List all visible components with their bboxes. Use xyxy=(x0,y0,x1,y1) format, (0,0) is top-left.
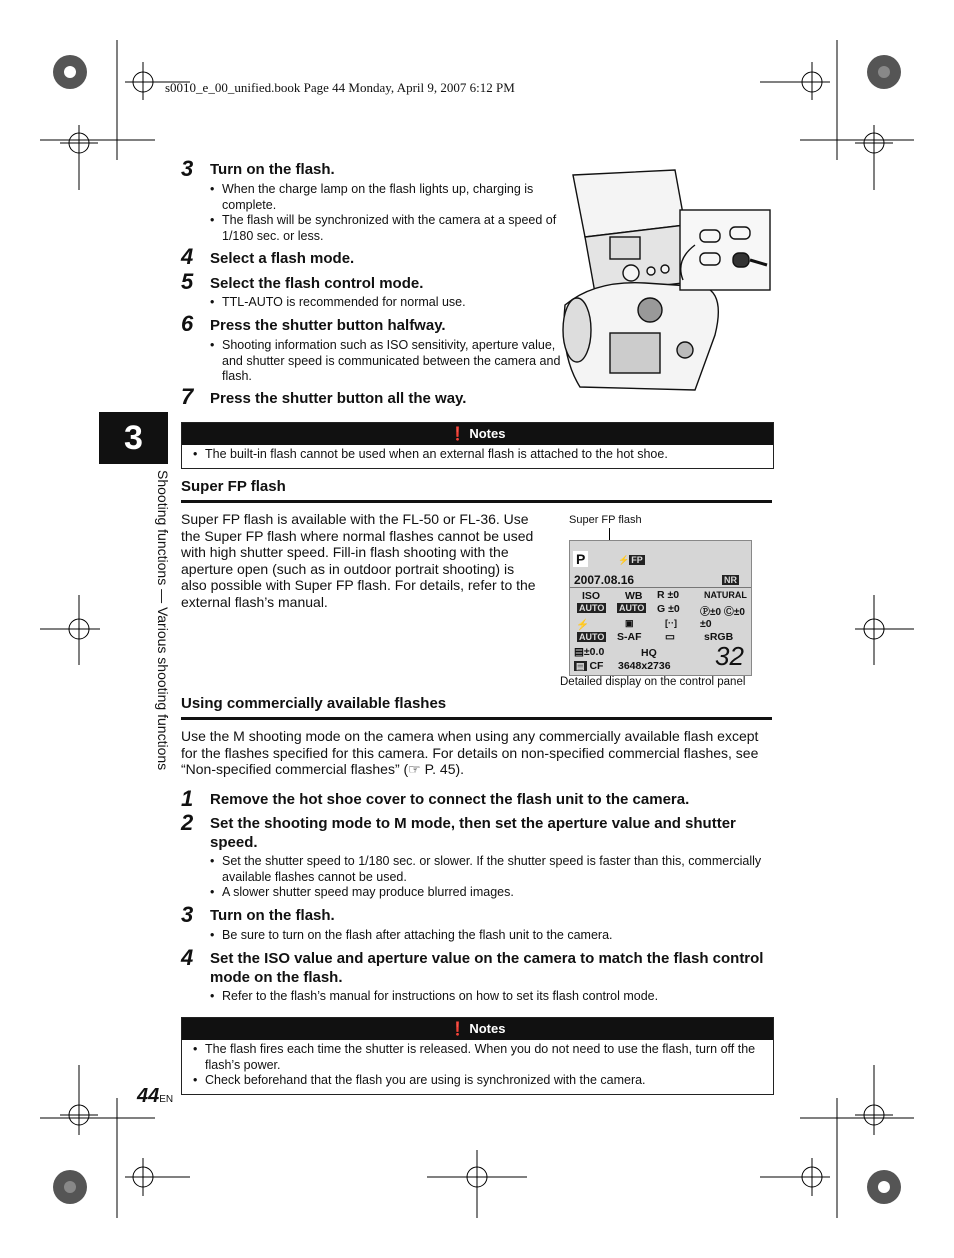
step-number: 2 xyxy=(181,810,194,835)
chapter-tab: 3 xyxy=(99,412,168,464)
bullet-item: • A slower shutter speed may produce blurred images. xyxy=(210,885,762,901)
flash-value: AUTO xyxy=(579,632,605,642)
saturation: ±0 xyxy=(700,618,712,630)
picture-mode: NATURAL xyxy=(704,590,747,600)
bullet-item: • Refer to the flash’s manual for instructions on how to set its flash control mode. xyxy=(210,989,762,1005)
step-number: 3 xyxy=(181,156,194,181)
step-text: Set the shooting mode to M mode, then set the aperture value and shutter speed. xyxy=(210,815,736,851)
step-number: 3 xyxy=(181,902,194,927)
side-section-label: Shooting functions — Various shooting functions xyxy=(155,470,171,771)
notes-box xyxy=(181,1017,774,1095)
metering-icon: ▣ xyxy=(625,618,634,628)
commercial-paragraph: Use the M shooting mode on the camera when using any commercially available flash except for the flashes specified for this camera. For details on non-specified commercial flashes, see “Non-specified commercial flashes” (☞ P. 45). xyxy=(181,728,759,777)
warning-icon: ❗ xyxy=(449,1021,466,1036)
af-area-icon: [··] xyxy=(665,618,677,628)
warning-icon: ❗ xyxy=(449,426,466,441)
bullet-item: • TTL-AUTO is recommended for normal use. xyxy=(210,295,557,311)
step-text: Select a flash mode. xyxy=(210,250,355,267)
bullet-item: • Set the shutter speed to 1/180 sec. or slower. If the shutter speed is faster than this, commercially available flashes cannot be used. xyxy=(210,854,762,885)
remaining-shots: 32 xyxy=(715,641,744,671)
step-text: Select the flash control mode. xyxy=(210,275,424,292)
section-title-super-fp: Super FP flash xyxy=(181,478,286,495)
notes-title: Notes xyxy=(469,1021,506,1036)
bullet-item: • The flash will be synchronized with the camera at a speed of 1/180 sec. or less. xyxy=(210,213,557,244)
callout-label: Super FP flash xyxy=(569,514,642,526)
lcd-divider xyxy=(570,587,751,588)
drive-icon: ▭ xyxy=(665,631,675,643)
step-text: Turn on the flash. xyxy=(210,161,335,178)
notes-item: • Check beforehand that the flash you are using is synchronized with the camera. xyxy=(182,1073,773,1089)
color-space: sRGB xyxy=(704,631,734,643)
bullet-item: • Shooting information such as ISO sensitivity, aperture value, and shutter speed is communicated between the camera and flash. xyxy=(210,338,562,385)
notes-item: • The flash fires each time the shutter is released. When you do not need to use the flash, turn off the flash’s power. xyxy=(182,1042,773,1073)
notes-title: Notes xyxy=(469,426,506,441)
resolution: 3648x2736 xyxy=(618,660,671,672)
flash-icon: ⚡ xyxy=(576,619,590,631)
page-lang: EN xyxy=(159,1094,174,1105)
iso-label: ISO xyxy=(582,590,601,602)
step-text: Set the ISO value and aperture value on the camera to match the flash control mode on the flash. xyxy=(210,950,764,986)
sharpness: Ⓟ±0 Ⓒ±0 xyxy=(700,607,745,618)
page-number: 44EN xyxy=(137,1085,174,1107)
section-title-commercial: Using commercially available flashes xyxy=(181,695,447,712)
step-text: Turn on the flash. xyxy=(210,907,335,924)
wb-label: WB xyxy=(625,590,643,602)
step-text: Press the shutter button halfway. xyxy=(210,317,446,334)
notes-item: • The built-in flash cannot be used when an external flash is attached to the hot shoe. xyxy=(182,447,773,463)
step-number: 7 xyxy=(181,384,194,409)
iso-value: AUTO xyxy=(579,603,605,613)
step-number: 5 xyxy=(181,269,194,294)
step-number: 4 xyxy=(181,244,194,269)
super-fp-icon: ⚡ FP xyxy=(618,555,643,565)
focus-mode: S-AF xyxy=(617,631,642,643)
section-rule xyxy=(181,717,772,720)
card-type: ▤ CF xyxy=(576,660,604,672)
wb-g: G ±0 xyxy=(657,603,680,615)
date-display: 2007.08.16 xyxy=(574,573,635,587)
super-fp-paragraph: Super FP flash is available with the FL-50 or FL-36. Use the Super FP flash where normal flashes cannot be used with high shutter speed. Fill-in flash shooting with the aperture open (such as in outdoor portrait shooting) is also possible with Super FP flash. For details, refer to the external flash’s manual. xyxy=(181,511,536,610)
camera-flash-illustration xyxy=(555,165,775,400)
bullet-item: • Be sure to turn on the flash after attaching the flash unit to the camera. xyxy=(210,928,762,944)
exposure-comp: ▤±0.0 xyxy=(574,646,605,658)
notes-box xyxy=(181,422,774,469)
file-header: s0010_e_00_unified.book Page 44 Monday, April 9, 2007 6:12 PM xyxy=(165,80,515,95)
step-text: Press the shutter button all the way. xyxy=(210,390,467,407)
step-number: 1 xyxy=(181,786,194,811)
bullet-item: • When the charge lamp on the flash lights up, charging is complete. xyxy=(210,182,557,213)
step-number: 6 xyxy=(181,311,194,336)
mode-indicator: P xyxy=(573,551,588,567)
wb-value: AUTO xyxy=(619,603,645,613)
section-rule xyxy=(181,500,772,503)
nr-indicator: NR xyxy=(724,575,737,585)
figure-caption: Detailed display on the control panel xyxy=(560,676,746,688)
step-text: Remove the hot shoe cover to connect the flash unit to the camera. xyxy=(210,791,690,808)
wb-r: R ±0 xyxy=(657,589,680,601)
notes-header xyxy=(182,1018,773,1040)
quality: HQ xyxy=(641,647,657,659)
control-panel-display xyxy=(569,540,752,676)
step-number: 4 xyxy=(181,945,194,970)
notes-header xyxy=(182,423,773,445)
